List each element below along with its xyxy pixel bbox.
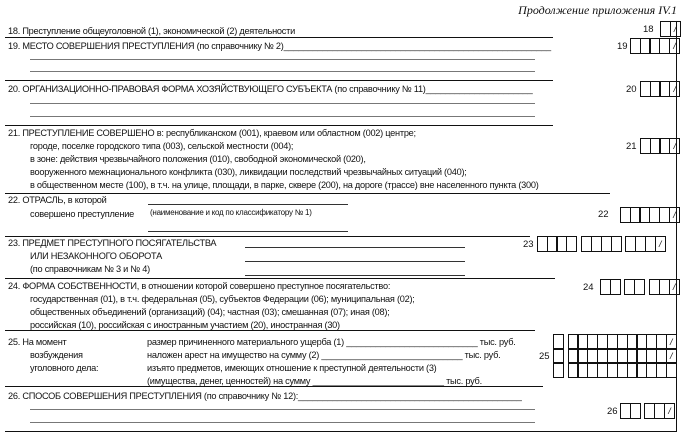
right-border (676, 21, 677, 432)
divider (5, 330, 535, 331)
fill-line (30, 422, 535, 423)
item-21-line: вооруженного межнационального конфликта (030), ликвидации последствий чрезвычайных ситуаций (040); (30, 167, 467, 177)
item-24-line: общественных объединений (организаций) (04); частная (03); смешанная (07); иная (08); (30, 307, 390, 317)
fill-line (148, 204, 348, 205)
code-box-check-digit[interactable]: / (669, 81, 680, 97)
item-18-text: 18. Преступление общеуголовной (1), экономической (2) деятельности (8, 26, 295, 36)
divider (5, 37, 553, 38)
item-25-line: (имущества, денег, ценностей) на сумму ___________________________ тыс. руб. (147, 376, 482, 386)
appendix-header: Продолжение приложения IV.1 (518, 3, 677, 17)
item-21-line: в общественном месте (100), в т.ч. на улице, площади, в парке, сквере (200), на дороге (трассе) вне населенного пункта (300) (30, 180, 539, 190)
code-box[interactable] (634, 279, 645, 295)
code-box-check-digit[interactable]: / (669, 207, 680, 223)
item-24-code-boxes[interactable] (601, 279, 680, 295)
code-box[interactable] (630, 403, 641, 419)
divider (5, 386, 543, 387)
item-22-number: 22 (598, 209, 609, 220)
item-23-number: 23 (523, 239, 534, 250)
item-22-line: 22. ОТРАСЛЬ, в которой (8, 195, 107, 205)
item-25-left: 25. На момент (8, 337, 67, 347)
divider (5, 80, 553, 81)
item-25-left: уголовного дела: (30, 363, 99, 373)
code-box[interactable] (611, 236, 622, 252)
code-box[interactable] (553, 362, 564, 378)
item-25-number: 25 (539, 351, 550, 362)
item-22-hint: (наименование и код по классификатору № 1) (150, 208, 312, 217)
code-box-check-digit[interactable]: / (666, 348, 677, 364)
code-box-check-digit[interactable]: / (664, 403, 675, 419)
item-24-line: государственная (01), в т.ч. федеральная (05), субъектов Федерации (06); муниципальная (02); (30, 294, 415, 304)
code-box-check-digit[interactable]: / (669, 138, 680, 154)
code-box-check-digit[interactable]: / (669, 38, 680, 54)
item-22-code-boxes[interactable] (621, 207, 680, 223)
fill-line (30, 59, 535, 60)
item-21-line: в зоне: действия чрезвычайного положения (010), свободной экономической (020), (30, 154, 366, 164)
item-20-code-boxes[interactable] (641, 81, 680, 97)
item-23-code-boxes[interactable] (538, 236, 666, 252)
fill-line (30, 116, 535, 117)
item-25-left: возбуждения (30, 350, 83, 360)
item-21-code-boxes[interactable] (641, 138, 680, 154)
divider (5, 125, 553, 126)
fill-line (245, 261, 465, 262)
item-25-row-3-boxes[interactable] (554, 362, 677, 378)
code-box-check-digit[interactable]: / (666, 334, 677, 350)
item-23-line: (по справочникам № 3 и № 4) (30, 264, 150, 274)
fill-line (245, 275, 465, 276)
divider (5, 431, 677, 432)
item-26-number: 26 (607, 406, 618, 417)
item-19-text: 19. МЕСТО СОВЕРШЕНИЯ ПРЕСТУПЛЕНИЯ (по справочнику № 2)_______________________________________________________ (8, 41, 551, 51)
item-25-line: изъято предметов, имеющих отношение к преступной деятельности (3) (147, 363, 437, 373)
item-26-code-boxes[interactable] (621, 403, 675, 419)
item-25-line: наложен арест на имущество на сумму (2) _____________________________ тыс. руб. (147, 350, 501, 360)
item-26-text: 26. СПОСОБ СОВЕРШЕНИЯ ПРЕСТУПЛЕНИЯ (по справочнику № 12):______________________________________________ (8, 391, 522, 401)
item-25-line: размер причиненного материального ущерба (1) ___________________________ тыс. руб. (147, 337, 516, 347)
item-23-line: 23. ПРЕДМЕТ ПРЕСТУПНОГО ПОСЯГАТЕЛЬСТВА (8, 238, 217, 248)
code-box[interactable] (566, 236, 577, 252)
item-18-code-boxes[interactable] (661, 21, 681, 37)
item-24-line: 24. ФОРМА СОБСТВЕННОСТИ, в отношении которой совершено преступное посягательство: (8, 281, 391, 291)
fill-line (30, 409, 535, 410)
fill-line (30, 103, 535, 104)
item-24-number: 24 (583, 282, 594, 293)
divider (5, 278, 555, 279)
divider (5, 193, 610, 194)
fill-line (30, 71, 535, 72)
item-18-number: 18 (643, 24, 654, 35)
item-20-number: 20 (626, 84, 637, 95)
fill-line (245, 247, 465, 248)
code-box[interactable] (610, 279, 621, 295)
fill-line (148, 231, 348, 232)
code-box-check-digit[interactable]: / (655, 236, 666, 252)
item-19-code-boxes[interactable] (631, 38, 680, 54)
item-20-text: 20. ОРГАНИЗАЦИОННО-ПРАВОВАЯ ФОРМА ХОЗЯЙСТВУЮЩЕГО СУБЪЕКТА (по справочнику № 11)______________________ (8, 84, 533, 94)
item-21-number: 21 (626, 141, 637, 152)
item-19-number: 19 (617, 41, 628, 52)
item-21-line: 21. ПРЕСТУПЛЕНИЕ СОВЕРШЕНО в: республиканском (001), краевом или областном (002) центре; (8, 128, 416, 138)
divider (5, 236, 530, 237)
item-22-line: совершено преступление (30, 209, 134, 219)
item-23-line: ИЛИ НЕЗАКОННОГО ОБОРОТА (30, 251, 162, 261)
item-21-line: городе, поселке городского типа (003), сельской местности (004); (30, 141, 294, 151)
item-24-line: российская (10), российская с иностранным участием (20), иностранная (30) (30, 320, 340, 330)
code-box-check-digit[interactable]: / (669, 279, 680, 295)
code-box-check-digit[interactable]: / (670, 21, 681, 37)
